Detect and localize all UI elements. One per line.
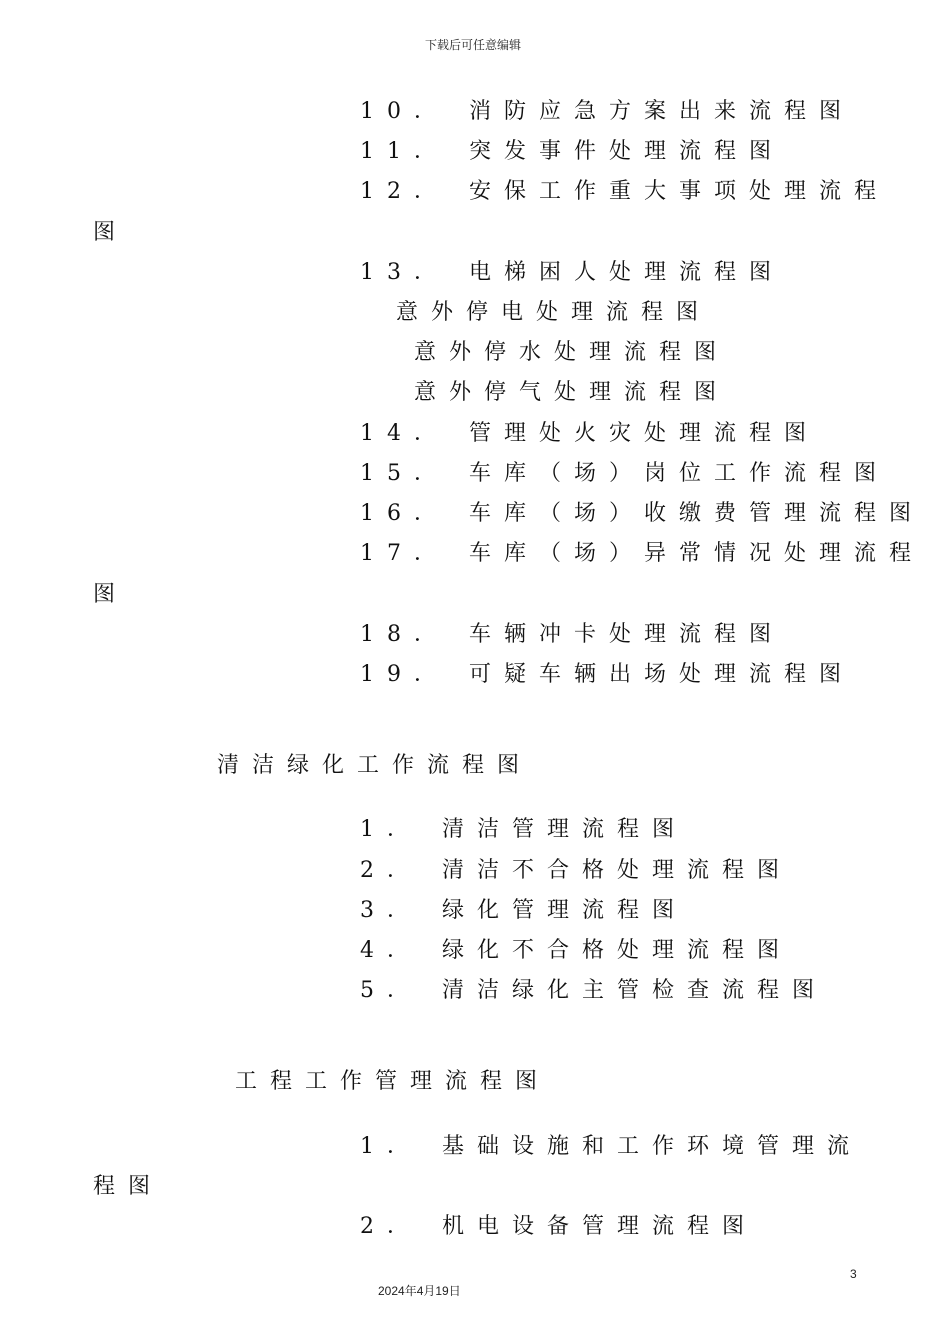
list-item-wrap: 程图 (93, 1174, 164, 1199)
footer-date: 2024年4月19日 (378, 1284, 461, 1298)
page-number: 3 (850, 1267, 857, 1281)
list-item: 15． 车库（场）岗位工作流程图 (360, 461, 889, 486)
list-item: 1． 基础设施和工作环境管理流 (360, 1134, 862, 1159)
list-item: 19． 可疑车辆出场处理流程图 (360, 662, 854, 687)
list-item: 11． 突发事件处理流程图 (360, 139, 784, 164)
list-item: 14． 管理处火灾处理流程图 (360, 421, 819, 446)
list-item: 1． 清洁管理流程图 (360, 817, 687, 842)
list-item: 12． 安保工作重大事项处理流程 (360, 179, 889, 204)
list-item: 10． 消防应急方案出来流程图 (360, 99, 854, 124)
list-item: 13． 电梯困人处理流程图 (360, 260, 784, 285)
list-item: 17． 车库（场）异常情况处理流程 (360, 541, 924, 566)
list-item: 2． 机电设备管理流程图 (360, 1214, 757, 1239)
section-heading-engineering: 工程工作管理流程图 (235, 1069, 551, 1094)
list-item: 2． 清洁不合格处理流程图 (360, 858, 792, 883)
header-note: 下载后可任意编辑 (425, 38, 522, 52)
list-item: 4． 绿化不合格处理流程图 (360, 938, 792, 963)
list-item: 意外停电处理流程图 (396, 300, 712, 325)
list-item: 3． 绿化管理流程图 (360, 898, 687, 923)
list-item-wrap: 图 (93, 220, 129, 245)
list-item: 16． 车库（场）收缴费管理流程图 (360, 501, 924, 526)
list-item: 意外停水处理流程图 (414, 340, 730, 365)
section-heading-cleaning: 清洁绿化工作流程图 (217, 753, 533, 778)
list-item: 5． 清洁绿化主管检查流程图 (360, 978, 827, 1003)
list-item: 意外停气处理流程图 (414, 380, 730, 405)
list-item-wrap: 图 (93, 582, 129, 607)
list-item: 18． 车辆冲卡处理流程图 (360, 622, 784, 647)
